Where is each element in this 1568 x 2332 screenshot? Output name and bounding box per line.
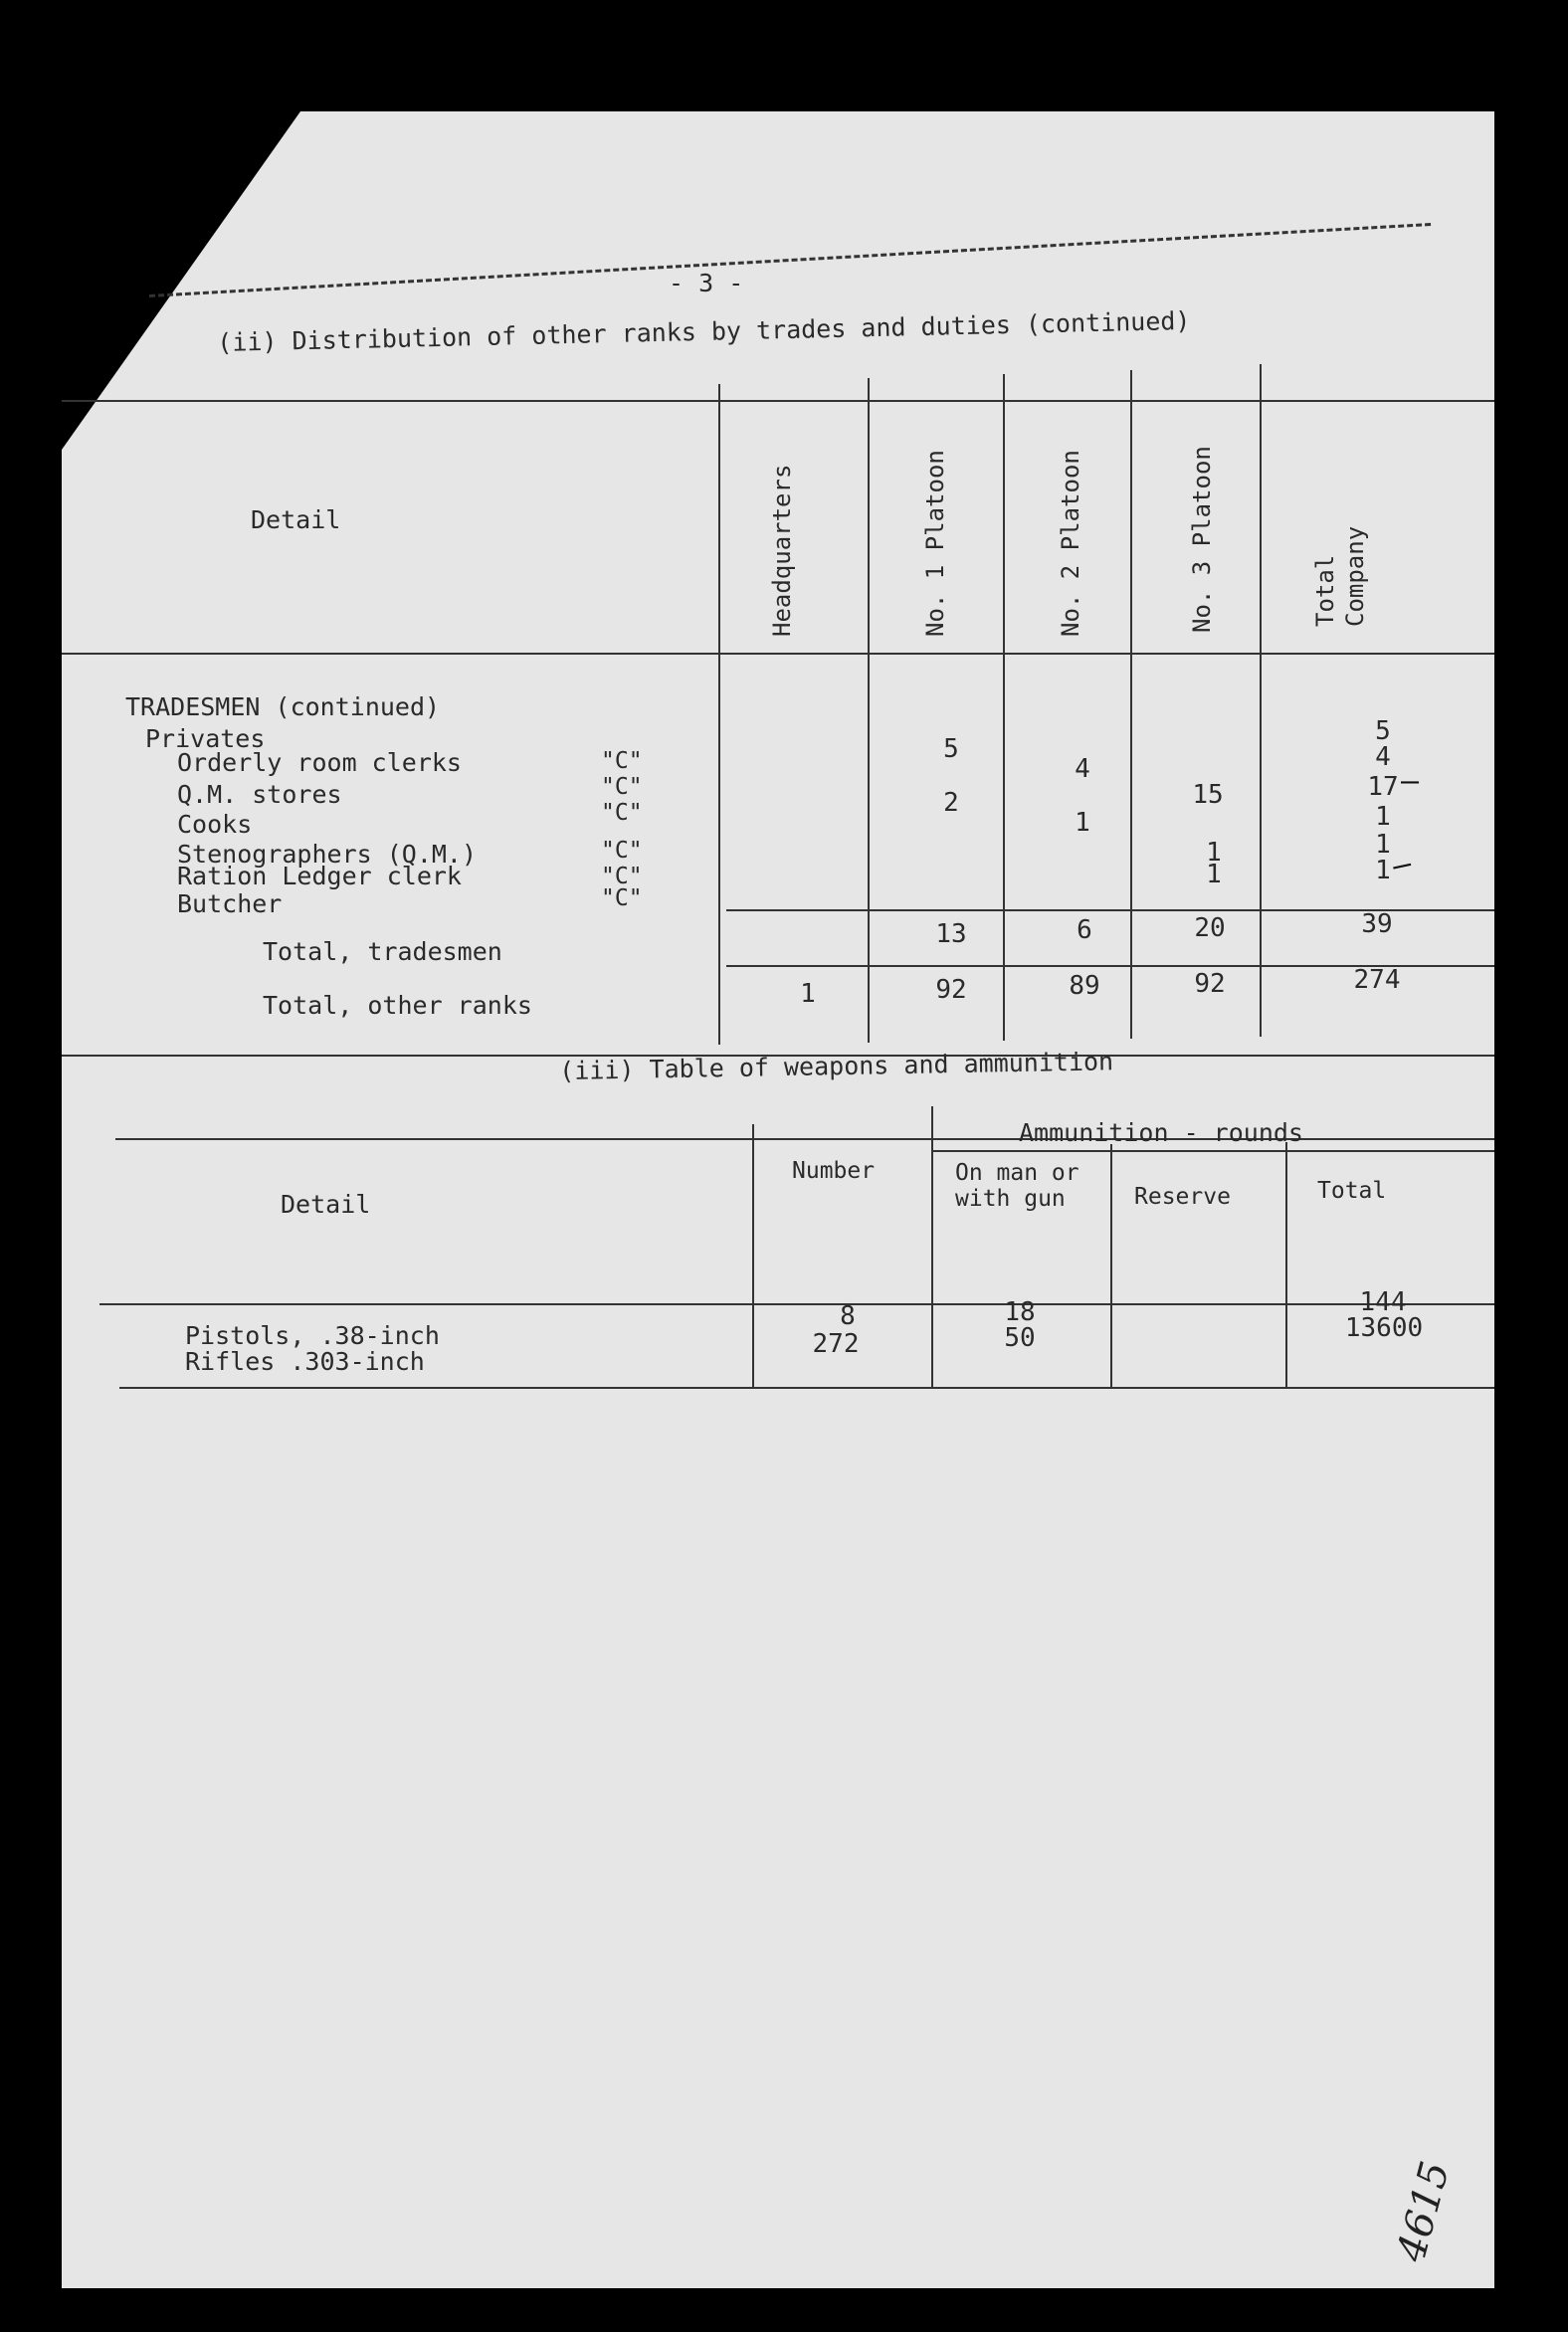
total-tradesmen-p2: 6 — [1077, 915, 1092, 945]
cell-p1: 2 — [943, 788, 959, 818]
section-ii-title: (ii) Distribution of other ranks by trades and duties (continued) — [217, 305, 1191, 357]
grade-mark: "C" — [601, 774, 643, 800]
cell-total: 4 — [1375, 742, 1391, 772]
table-iii-col-divider — [931, 1106, 933, 1389]
check-mark-icon: — — [1389, 846, 1415, 884]
weapon-on-man: 18 — [1004, 1297, 1036, 1327]
total-header: Total — [1317, 1178, 1387, 1204]
handwritten-margin-note: 4615 — [1388, 2156, 1460, 2267]
row-label: Cooks — [177, 810, 253, 839]
table-ii-top-rule — [62, 400, 1494, 402]
total-other-ranks-p2: 89 — [1069, 971, 1100, 1001]
reserve-header: Reserve — [1134, 1184, 1231, 1210]
cell-p2: 4 — [1075, 754, 1090, 784]
total-company-header-line1: Total — [1311, 554, 1339, 627]
weapon-on-man: 50 — [1004, 1323, 1036, 1353]
table-iii-ammo-rule — [931, 1150, 1494, 1152]
detail-column-header: Detail — [251, 505, 341, 534]
grade-mark: "C" — [601, 864, 643, 889]
weapon-total: 144 — [1359, 1287, 1407, 1317]
weapon-number: 272 — [812, 1329, 860, 1359]
weapon-number: 8 — [840, 1301, 856, 1331]
grade-mark: "C" — [601, 748, 643, 774]
hq-column-header: Headquarters — [768, 464, 796, 637]
number-column-header: Number — [792, 1158, 876, 1184]
row-label: Ration Ledger clerk — [177, 862, 462, 890]
total-other-ranks-label: Total, other ranks — [263, 991, 532, 1020]
table-iii-col-divider — [752, 1124, 754, 1389]
table-iii-col-divider — [1110, 1144, 1112, 1389]
table-ii-col-divider — [1003, 374, 1005, 1041]
check-mark-icon: — — [1401, 764, 1420, 799]
cell-total: 1 — [1375, 856, 1391, 885]
total-other-ranks-p3: 92 — [1194, 969, 1226, 999]
cell-p1: 5 — [943, 734, 959, 764]
total-tradesmen-total: 39 — [1361, 909, 1393, 939]
total-tradesmen-label: Total, tradesmen — [263, 937, 502, 966]
table-ii-col-divider — [1260, 364, 1262, 1037]
grade-mark: "C" — [601, 800, 643, 826]
platoon-1-column-header: No. 1 Platoon — [921, 450, 949, 637]
row-label: Stenographers (Q.M.) — [177, 840, 478, 869]
table-ii-header-rule — [62, 653, 1494, 655]
cell-total: 1 — [1375, 802, 1391, 832]
cell-total: 17 — [1367, 772, 1399, 802]
total-tradesmen-p1: 13 — [935, 919, 967, 949]
cell-p3: 15 — [1192, 780, 1224, 810]
row-label: Orderly room clerks — [177, 748, 462, 777]
table-ii-col-divider — [868, 378, 870, 1043]
weapon-row-label: Pistols, .38-inch — [185, 1321, 440, 1350]
platoon-2-column-header: No. 2 Platoon — [1057, 450, 1084, 637]
total-other-ranks-hq: 1 — [800, 979, 816, 1009]
table-ii-col-divider — [1130, 370, 1132, 1039]
on-man-header-line1: On man or — [955, 1160, 1079, 1186]
cell-total: 5 — [1375, 716, 1391, 746]
cell-p3: 1 — [1206, 838, 1222, 868]
row-label: Q.M. stores — [177, 780, 342, 809]
cell-p3: 1 — [1206, 860, 1222, 889]
total-other-ranks-total: 274 — [1353, 965, 1401, 995]
cell-p2: 1 — [1075, 808, 1090, 838]
table-ii-col-divider — [718, 384, 720, 1045]
group-heading: TRADESMEN (continued) — [125, 692, 441, 721]
grade-mark: "C" — [601, 885, 643, 911]
weapon-total: 13600 — [1344, 1313, 1424, 1343]
table-iii-col-divider — [1285, 1142, 1287, 1389]
total-company-header-line2: Company — [1341, 525, 1369, 627]
total-other-ranks-p1: 92 — [935, 975, 967, 1005]
document-page — [62, 111, 1494, 2288]
table-iii-bottom-rule — [119, 1387, 1494, 1389]
subgroup-heading: Privates — [145, 724, 266, 753]
on-man-header-line2: with gun — [955, 1186, 1066, 1212]
grade-mark: "C" — [601, 838, 643, 864]
platoon-3-column-header: No. 3 Platoon — [1188, 446, 1216, 633]
section-iii-title: (iii) Table of weapons and ammunition — [559, 1047, 1114, 1085]
detail-column-header: Detail — [281, 1190, 371, 1219]
ammunition-header: Ammunition - rounds — [1019, 1118, 1303, 1147]
weapon-row-label: Rifles .303-inch — [185, 1347, 425, 1376]
page-number: - 3 - — [669, 269, 744, 297]
total-tradesmen-p3: 20 — [1194, 913, 1226, 943]
cell-total: 1 — [1375, 830, 1391, 860]
row-label: Butcher — [177, 889, 283, 918]
